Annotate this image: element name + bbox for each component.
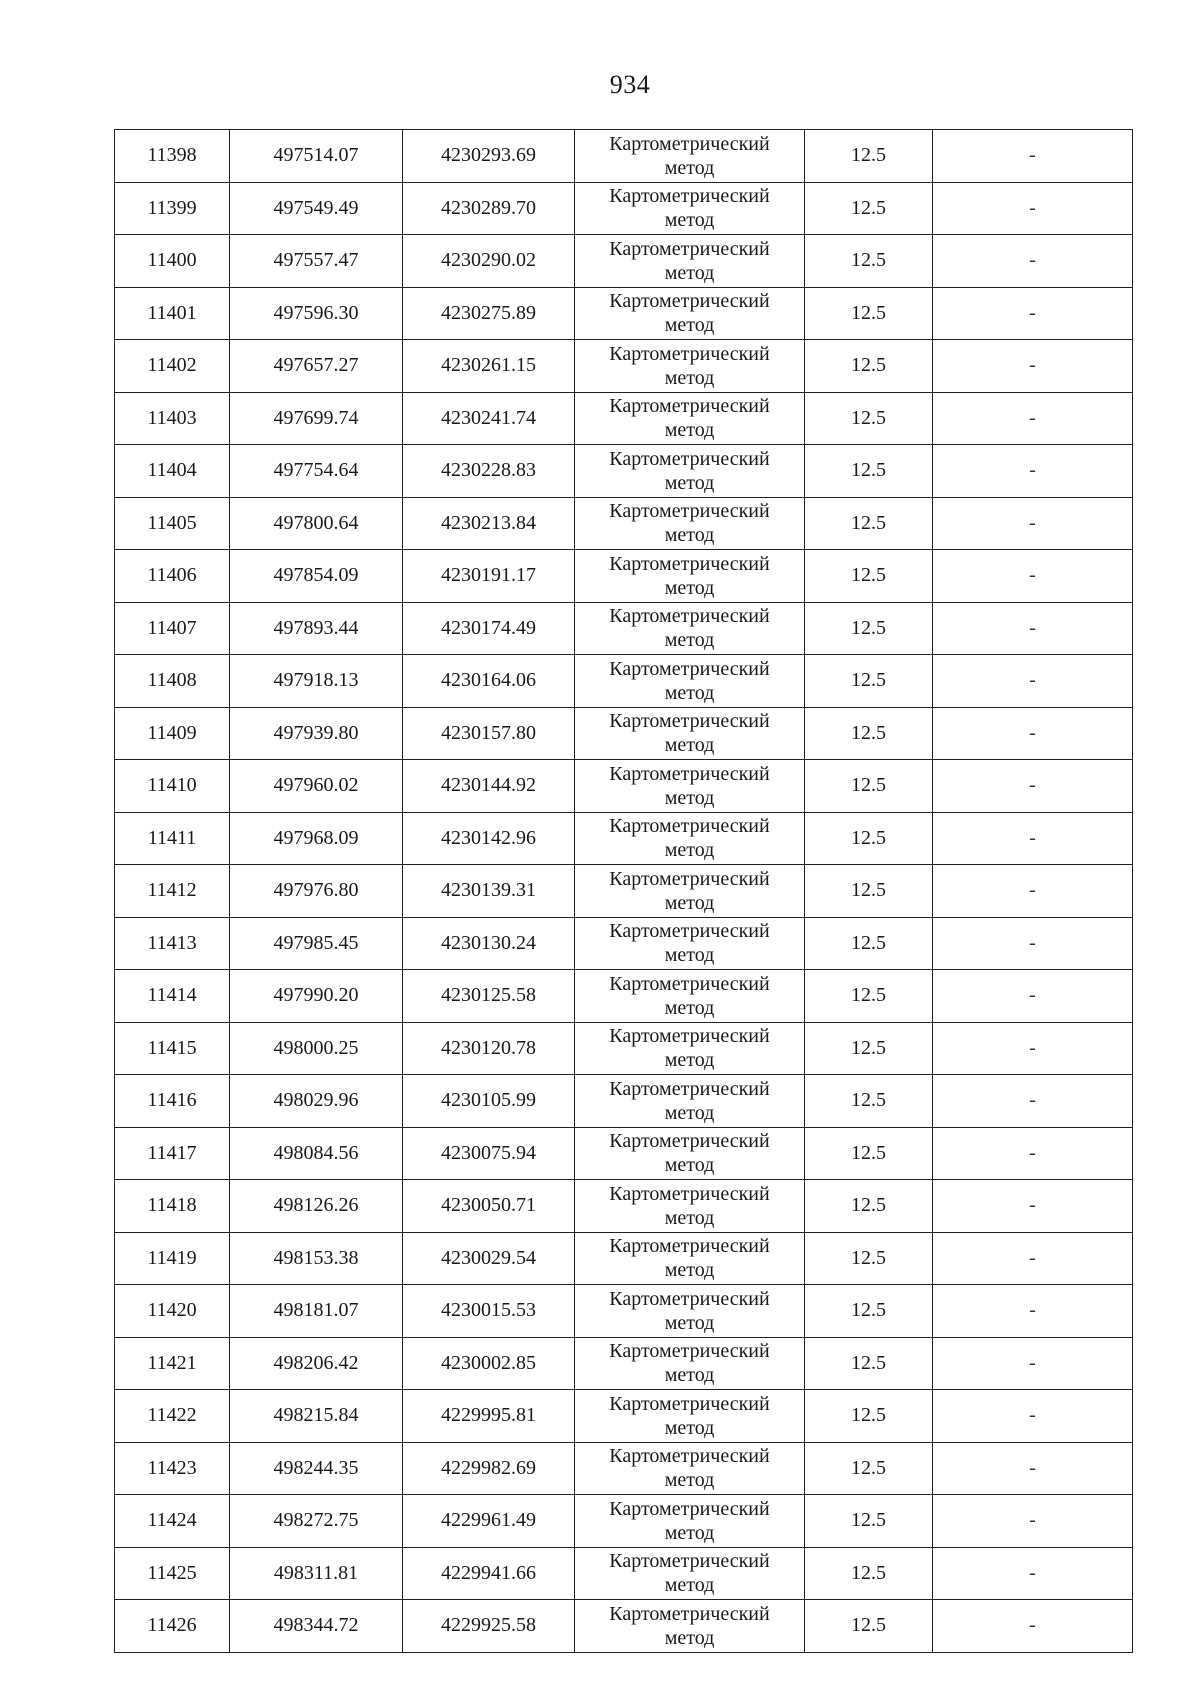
method-cell <box>575 1180 805 1233</box>
accuracy-cell: 12.5 <box>805 602 933 655</box>
method-cell <box>575 1075 805 1128</box>
method-line-2: метод <box>664 1311 715 1334</box>
x-coordinate-cell: 497549.49 <box>230 182 403 235</box>
method-cell <box>575 1442 805 1495</box>
note-cell: - <box>933 1075 1133 1128</box>
point-number-cell: 11420 <box>115 1285 230 1338</box>
accuracy-cell: 12.5 <box>805 1127 933 1180</box>
accuracy-cell: 12.5 <box>805 1232 933 1285</box>
method-cell <box>575 602 805 655</box>
method-line-1: Картометрический <box>609 1445 770 1468</box>
method-cell <box>575 1022 805 1075</box>
coordinates-table-body <box>115 130 1133 1653</box>
note-cell: - <box>933 235 1133 288</box>
accuracy-cell: 12.5 <box>805 707 933 760</box>
method-line-2: метод <box>664 891 715 914</box>
accuracy-cell: 12.5 <box>805 917 933 970</box>
y-coordinate-cell: 4230290.02 <box>403 235 575 288</box>
method-cell <box>575 1600 805 1653</box>
table-row <box>115 130 1133 183</box>
y-coordinate-cell: 4230241.74 <box>403 392 575 445</box>
note-cell: - <box>933 707 1133 760</box>
method-line-2: метод <box>664 314 715 337</box>
note-cell: - <box>933 1022 1133 1075</box>
x-coordinate-cell: 497893.44 <box>230 602 403 655</box>
note-cell: - <box>933 182 1133 235</box>
point-number-cell: 11411 <box>115 812 230 865</box>
table-row <box>115 1075 1133 1128</box>
method-line-1: Картометрический <box>609 1077 770 1100</box>
y-coordinate-cell: 4230144.92 <box>403 760 575 813</box>
point-number-cell: 11398 <box>115 130 230 183</box>
method-line-1: Картометрический <box>609 237 770 260</box>
table-row <box>115 602 1133 655</box>
method-line-2: метод <box>664 629 715 652</box>
method-line-2: метод <box>664 471 715 494</box>
method-cell <box>575 865 805 918</box>
coordinates-table <box>114 129 1133 1653</box>
note-cell: - <box>933 1232 1133 1285</box>
x-coordinate-cell: 497968.09 <box>230 812 403 865</box>
y-coordinate-cell: 4230157.80 <box>403 707 575 760</box>
method-line-1: Картометрический <box>609 1235 770 1258</box>
accuracy-cell: 12.5 <box>805 655 933 708</box>
point-number-cell: 11422 <box>115 1390 230 1443</box>
method-line-2: метод <box>664 1416 715 1439</box>
x-coordinate-cell: 498084.56 <box>230 1127 403 1180</box>
table-row <box>115 497 1133 550</box>
method-line-1: Картометрический <box>609 500 770 523</box>
table-row <box>115 287 1133 340</box>
table-row <box>115 707 1133 760</box>
y-coordinate-cell: 4230125.58 <box>403 970 575 1023</box>
x-coordinate-cell: 498311.81 <box>230 1547 403 1600</box>
x-coordinate-cell: 497557.47 <box>230 235 403 288</box>
x-coordinate-cell: 498344.72 <box>230 1600 403 1653</box>
point-number-cell: 11401 <box>115 287 230 340</box>
method-cell <box>575 235 805 288</box>
method-line-1: Картометрический <box>609 1392 770 1415</box>
x-coordinate-cell: 498272.75 <box>230 1495 403 1548</box>
method-line-1: Картометрический <box>609 972 770 995</box>
note-cell: - <box>933 445 1133 498</box>
accuracy-cell: 12.5 <box>805 550 933 603</box>
method-line-2: метод <box>664 576 715 599</box>
y-coordinate-cell: 4230029.54 <box>403 1232 575 1285</box>
method-line-1: Картометрический <box>609 605 770 628</box>
y-coordinate-cell: 4230130.24 <box>403 917 575 970</box>
table-row <box>115 1495 1133 1548</box>
point-number-cell: 11399 <box>115 182 230 235</box>
note-cell: - <box>933 602 1133 655</box>
x-coordinate-cell: 497985.45 <box>230 917 403 970</box>
accuracy-cell: 12.5 <box>805 1600 933 1653</box>
point-number-cell: 11410 <box>115 760 230 813</box>
method-cell <box>575 970 805 1023</box>
accuracy-cell: 12.5 <box>805 1547 933 1600</box>
method-cell <box>575 760 805 813</box>
note-cell: - <box>933 865 1133 918</box>
accuracy-cell: 12.5 <box>805 1075 933 1128</box>
point-number-cell: 11417 <box>115 1127 230 1180</box>
x-coordinate-cell: 497990.20 <box>230 970 403 1023</box>
table-row <box>115 1285 1133 1338</box>
table-row <box>115 1390 1133 1443</box>
method-line-2: метод <box>664 734 715 757</box>
method-cell <box>575 1337 805 1390</box>
point-number-cell: 11421 <box>115 1337 230 1390</box>
point-number-cell: 11413 <box>115 917 230 970</box>
method-line-2: метод <box>664 156 715 179</box>
method-line-1: Картометрический <box>609 657 770 680</box>
table-row <box>115 340 1133 393</box>
y-coordinate-cell: 4230174.49 <box>403 602 575 655</box>
point-number-cell: 11424 <box>115 1495 230 1548</box>
point-number-cell: 11409 <box>115 707 230 760</box>
method-line-2: метод <box>664 1469 715 1492</box>
x-coordinate-cell: 498126.26 <box>230 1180 403 1233</box>
table-row <box>115 1442 1133 1495</box>
y-coordinate-cell: 4230228.83 <box>403 445 575 498</box>
note-cell: - <box>933 550 1133 603</box>
note-cell: - <box>933 812 1133 865</box>
x-coordinate-cell: 497657.27 <box>230 340 403 393</box>
method-line-2: метод <box>664 1364 715 1387</box>
method-cell <box>575 1232 805 1285</box>
method-line-2: метод <box>664 1259 715 1282</box>
point-number-cell: 11405 <box>115 497 230 550</box>
accuracy-cell: 12.5 <box>805 340 933 393</box>
y-coordinate-cell: 4230015.53 <box>403 1285 575 1338</box>
accuracy-cell: 12.5 <box>805 1180 933 1233</box>
method-line-1: Картометрический <box>609 185 770 208</box>
method-cell <box>575 1495 805 1548</box>
x-coordinate-cell: 497754.64 <box>230 445 403 498</box>
note-cell: - <box>933 655 1133 708</box>
table-row <box>115 917 1133 970</box>
method-cell <box>575 392 805 445</box>
table-row <box>115 182 1133 235</box>
method-cell <box>575 1285 805 1338</box>
x-coordinate-cell: 498000.25 <box>230 1022 403 1075</box>
method-cell <box>575 550 805 603</box>
point-number-cell: 11425 <box>115 1547 230 1600</box>
y-coordinate-cell: 4230275.89 <box>403 287 575 340</box>
x-coordinate-cell: 498153.38 <box>230 1232 403 1285</box>
table-row <box>115 812 1133 865</box>
method-cell <box>575 1127 805 1180</box>
method-line-1: Картометрический <box>609 342 770 365</box>
table-row <box>115 235 1133 288</box>
note-cell: - <box>933 287 1133 340</box>
method-line-2: метод <box>664 419 715 442</box>
method-line-1: Картометрический <box>609 1025 770 1048</box>
method-line-2: метод <box>664 681 715 704</box>
method-cell <box>575 445 805 498</box>
method-cell <box>575 340 805 393</box>
point-number-cell: 11404 <box>115 445 230 498</box>
y-coordinate-cell: 4230213.84 <box>403 497 575 550</box>
point-number-cell: 11400 <box>115 235 230 288</box>
accuracy-cell: 12.5 <box>805 1285 933 1338</box>
y-coordinate-cell: 4230164.06 <box>403 655 575 708</box>
accuracy-cell: 12.5 <box>805 445 933 498</box>
point-number-cell: 11416 <box>115 1075 230 1128</box>
note-cell: - <box>933 1180 1133 1233</box>
table-row <box>115 1180 1133 1233</box>
accuracy-cell: 12.5 <box>805 760 933 813</box>
method-line-2: метод <box>664 1574 715 1597</box>
accuracy-cell: 12.5 <box>805 1390 933 1443</box>
method-cell <box>575 1390 805 1443</box>
point-number-cell: 11408 <box>115 655 230 708</box>
y-coordinate-cell: 4230139.31 <box>403 865 575 918</box>
method-line-1: Картометрический <box>609 920 770 943</box>
method-line-1: Картометрический <box>609 762 770 785</box>
method-cell <box>575 812 805 865</box>
point-number-cell: 11414 <box>115 970 230 1023</box>
method-line-2: метод <box>664 996 715 1019</box>
method-line-2: метод <box>664 786 715 809</box>
note-cell: - <box>933 1285 1133 1338</box>
x-coordinate-cell: 498181.07 <box>230 1285 403 1338</box>
note-cell: - <box>933 1390 1133 1443</box>
method-line-1: Картометрический <box>609 867 770 890</box>
method-line-2: метод <box>664 1206 715 1229</box>
point-number-cell: 11402 <box>115 340 230 393</box>
x-coordinate-cell: 497939.80 <box>230 707 403 760</box>
accuracy-cell: 12.5 <box>805 865 933 918</box>
note-cell: - <box>933 1127 1133 1180</box>
point-number-cell: 11407 <box>115 602 230 655</box>
y-coordinate-cell: 4229995.81 <box>403 1390 575 1443</box>
point-number-cell: 11412 <box>115 865 230 918</box>
note-cell: - <box>933 1442 1133 1495</box>
page-number: 934 <box>609 70 651 99</box>
method-line-2: метод <box>664 524 715 547</box>
note-cell: - <box>933 1547 1133 1600</box>
method-line-1: Картометрический <box>609 1287 770 1310</box>
method-line-2: метод <box>664 1101 715 1124</box>
table-row <box>115 1337 1133 1390</box>
method-cell <box>575 917 805 970</box>
table-row <box>115 655 1133 708</box>
point-number-cell: 11403 <box>115 392 230 445</box>
x-coordinate-cell: 498029.96 <box>230 1075 403 1128</box>
y-coordinate-cell: 4230050.71 <box>403 1180 575 1233</box>
table-row <box>115 1547 1133 1600</box>
table-row <box>115 1600 1133 1653</box>
point-number-cell: 11423 <box>115 1442 230 1495</box>
x-coordinate-cell: 497699.74 <box>230 392 403 445</box>
note-cell: - <box>933 760 1133 813</box>
y-coordinate-cell: 4229925.58 <box>403 1600 575 1653</box>
table-row <box>115 760 1133 813</box>
point-number-cell: 11415 <box>115 1022 230 1075</box>
accuracy-cell: 12.5 <box>805 235 933 288</box>
x-coordinate-cell: 497854.09 <box>230 550 403 603</box>
accuracy-cell: 12.5 <box>805 1495 933 1548</box>
y-coordinate-cell: 4230002.85 <box>403 1337 575 1390</box>
note-cell: - <box>933 917 1133 970</box>
y-coordinate-cell: 4229941.66 <box>403 1547 575 1600</box>
method-line-2: метод <box>664 1049 715 1072</box>
note-cell: - <box>933 130 1133 183</box>
method-line-2: метод <box>664 1154 715 1177</box>
y-coordinate-cell: 4229982.69 <box>403 1442 575 1495</box>
point-number-cell: 11419 <box>115 1232 230 1285</box>
method-line-1: Картометрический <box>609 1497 770 1520</box>
table-row <box>115 970 1133 1023</box>
x-coordinate-cell: 498244.35 <box>230 1442 403 1495</box>
method-line-2: метод <box>664 944 715 967</box>
method-cell <box>575 1547 805 1600</box>
accuracy-cell: 12.5 <box>805 287 933 340</box>
y-coordinate-cell: 4230289.70 <box>403 182 575 235</box>
method-line-1: Картометрический <box>609 395 770 418</box>
note-cell: - <box>933 340 1133 393</box>
table-row <box>115 445 1133 498</box>
method-line-1: Картометрический <box>609 447 770 470</box>
method-cell <box>575 130 805 183</box>
table-row <box>115 1127 1133 1180</box>
y-coordinate-cell: 4230105.99 <box>403 1075 575 1128</box>
accuracy-cell: 12.5 <box>805 497 933 550</box>
x-coordinate-cell: 498206.42 <box>230 1337 403 1390</box>
y-coordinate-cell: 4230120.78 <box>403 1022 575 1075</box>
y-coordinate-cell: 4230293.69 <box>403 130 575 183</box>
table-row <box>115 1022 1133 1075</box>
method-cell <box>575 707 805 760</box>
note-cell: - <box>933 1495 1133 1548</box>
accuracy-cell: 12.5 <box>805 392 933 445</box>
method-cell <box>575 497 805 550</box>
x-coordinate-cell: 497596.30 <box>230 287 403 340</box>
method-cell <box>575 655 805 708</box>
method-line-2: метод <box>664 1626 715 1649</box>
method-line-1: Картометрический <box>609 1550 770 1573</box>
x-coordinate-cell: 497960.02 <box>230 760 403 813</box>
accuracy-cell: 12.5 <box>805 1022 933 1075</box>
point-number-cell: 11418 <box>115 1180 230 1233</box>
x-coordinate-cell: 497976.80 <box>230 865 403 918</box>
method-line-1: Картометрический <box>609 290 770 313</box>
method-line-1: Картометрический <box>609 1182 770 1205</box>
accuracy-cell: 12.5 <box>805 1337 933 1390</box>
method-cell <box>575 182 805 235</box>
method-line-1: Картометрический <box>609 1602 770 1625</box>
point-number-cell: 11426 <box>115 1600 230 1653</box>
method-line-2: метод <box>664 366 715 389</box>
method-cell <box>575 287 805 340</box>
table-row <box>115 550 1133 603</box>
method-line-2: метод <box>664 209 715 232</box>
table-row <box>115 1232 1133 1285</box>
method-line-2: метод <box>664 1521 715 1544</box>
table-row <box>115 865 1133 918</box>
method-line-2: метод <box>664 839 715 862</box>
note-cell: - <box>933 1337 1133 1390</box>
method-line-2: метод <box>664 261 715 284</box>
method-line-1: Картометрический <box>609 1340 770 1363</box>
y-coordinate-cell: 4230191.17 <box>403 550 575 603</box>
method-line-1: Картометрический <box>609 815 770 838</box>
accuracy-cell: 12.5 <box>805 1442 933 1495</box>
accuracy-cell: 12.5 <box>805 812 933 865</box>
y-coordinate-cell: 4230142.96 <box>403 812 575 865</box>
method-line-1: Картометрический <box>609 552 770 575</box>
y-coordinate-cell: 4230075.94 <box>403 1127 575 1180</box>
x-coordinate-cell: 497514.07 <box>230 130 403 183</box>
method-line-1: Картометрический <box>609 1130 770 1153</box>
x-coordinate-cell: 497800.64 <box>230 497 403 550</box>
method-line-1: Картометрический <box>609 132 770 155</box>
table-row <box>115 392 1133 445</box>
x-coordinate-cell: 497918.13 <box>230 655 403 708</box>
note-cell: - <box>933 497 1133 550</box>
y-coordinate-cell: 4230261.15 <box>403 340 575 393</box>
method-line-1: Картометрический <box>609 710 770 733</box>
y-coordinate-cell: 4229961.49 <box>403 1495 575 1548</box>
accuracy-cell: 12.5 <box>805 182 933 235</box>
note-cell: - <box>933 970 1133 1023</box>
accuracy-cell: 12.5 <box>805 130 933 183</box>
accuracy-cell: 12.5 <box>805 970 933 1023</box>
x-coordinate-cell: 498215.84 <box>230 1390 403 1443</box>
note-cell: - <box>933 392 1133 445</box>
point-number-cell: 11406 <box>115 550 230 603</box>
note-cell: - <box>933 1600 1133 1653</box>
